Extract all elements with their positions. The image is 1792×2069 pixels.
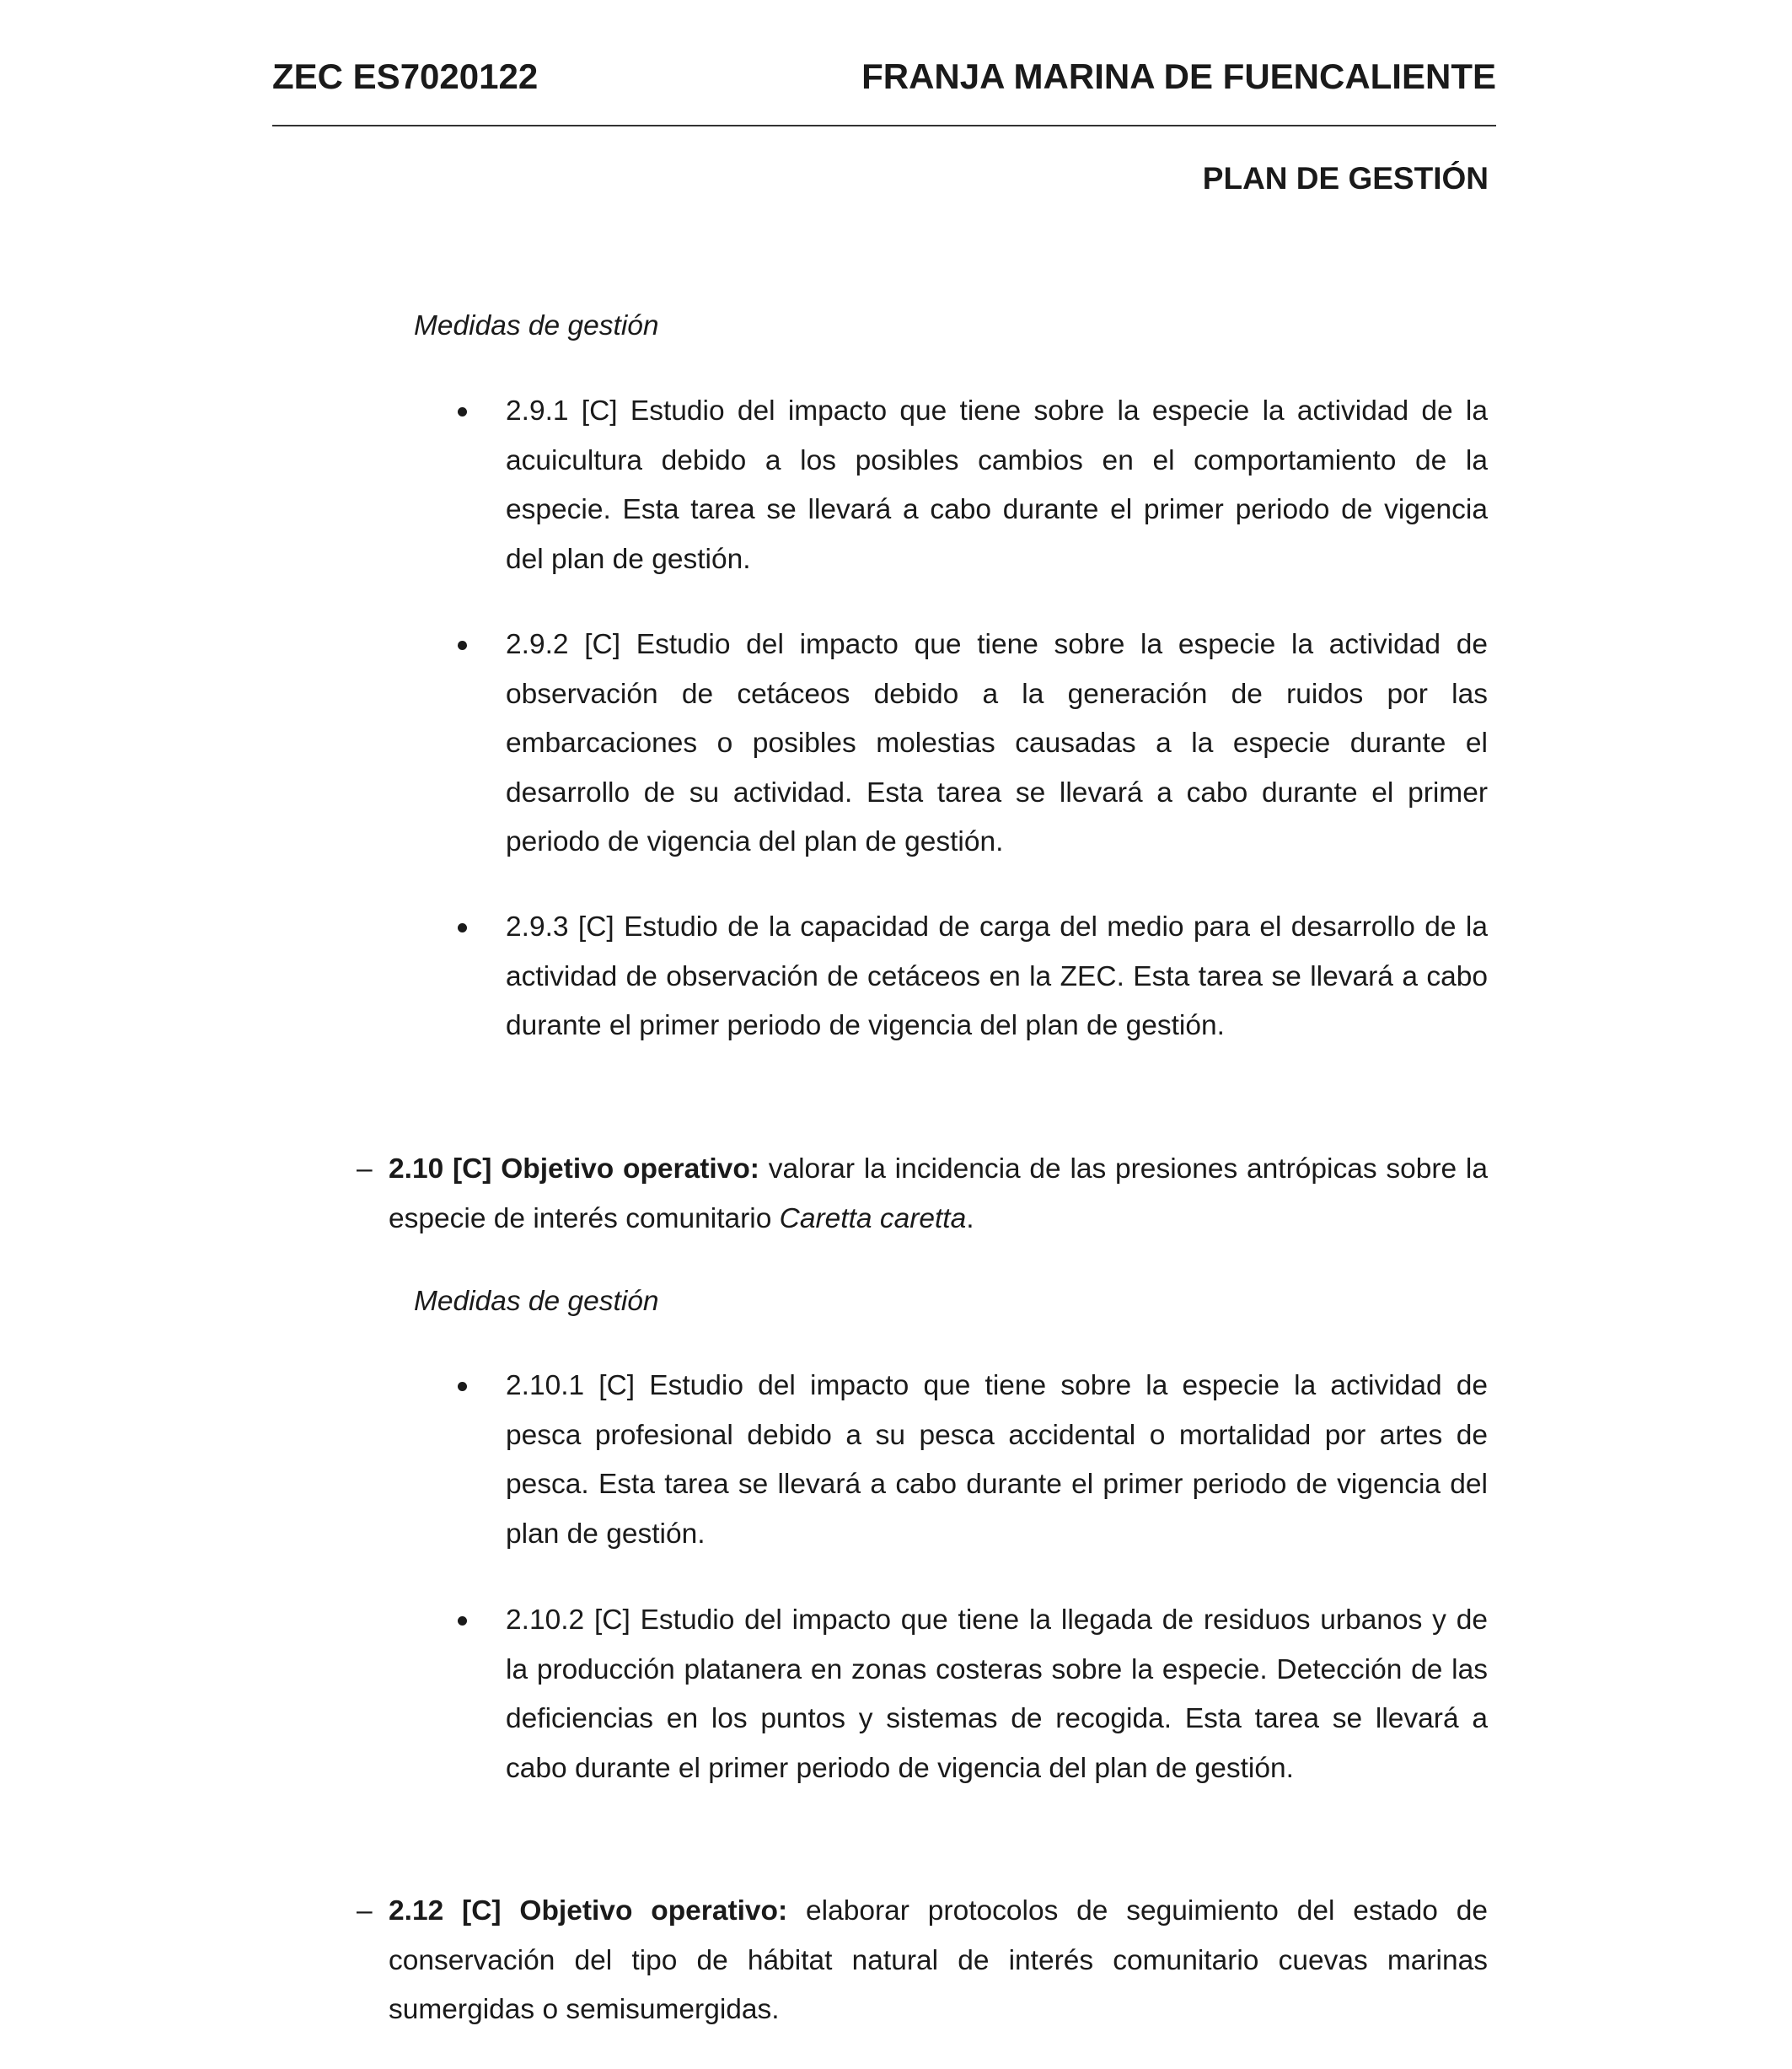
list-item: [506, 903, 1488, 1051]
list-item: [506, 387, 1488, 584]
species-name: Caretta caretta: [779, 1202, 967, 1234]
objective-end: .: [966, 1202, 974, 1234]
bullet-icon: [458, 1382, 467, 1391]
objective-label: 2.12 [C] Objetivo operativo:: [389, 1895, 788, 1927]
measure-text: 2.9.3 [C] Estudio de la capacidad de carga del medio para el desarrollo de la actividad de observación de cetáceos en la ZEC. Esta tarea se llevará a cabo durante el primer periodo de vigencia del plan de gestión.: [506, 911, 1488, 1041]
dash-icon: –: [357, 1895, 373, 1927]
list-item: [506, 1596, 1488, 1793]
list-item: [506, 1362, 1488, 1559]
bullet-icon: [458, 407, 467, 416]
dash-icon: –: [357, 1153, 373, 1185]
header-site-code: ZEC ES7020122: [272, 56, 539, 96]
objective-item: [357, 1887, 1488, 2035]
objective-text: elaborar protocolos de seguimiento del estado de conservación del tipo de hábitat natural de interés comunitario cuevas marinas sumergidas o semisumergidas.: [389, 1895, 1488, 2025]
bullet-icon: [458, 923, 467, 932]
objective-label: 2.10 [C] Objetivo operativo:: [389, 1153, 759, 1185]
bullet-icon: [458, 1616, 467, 1626]
header-site-name: FRANJA MARINA DE FUENCALIENTE: [861, 56, 1496, 96]
measure-text: 2.10.1 [C] Estudio del impacto que tiene sobre la especie la actividad de pesca profesional debido a su pesca accidental o mortalidad por artes de pesca. Esta tarea se llevará a cabo durante el primer periodo de vigencia del plan de gestión.: [506, 1370, 1488, 1550]
list-item: [506, 621, 1488, 868]
measure-text: 2.9.2 [C] Estudio del impacto que tiene sobre la especie la actividad de observación de cetáceos debido a la generación de ruidos por las embarcaciones o posibles molestias causadas a la especie durante el desarrollo de su actividad. Esta tarea se llevará a cabo durante el primer periodo de vigencia del plan de gestión.: [506, 629, 1488, 857]
bullet-icon: [458, 641, 467, 650]
measures-heading: Medidas de gestión: [414, 1286, 659, 1317]
measure-text: 2.10.2 [C] Estudio del impacto que tiene la llegada de residuos urbanos y de la producción platanera en zonas costeras sobre la especie. Detección de las deficiencias en los puntos y sistemas de recogida. Esta tarea se llevará a cabo durante el primer periodo de vigencia del plan de gestión.: [506, 1604, 1488, 1784]
plan-title: PLAN DE GESTIÓN: [1202, 161, 1489, 196]
measure-text: 2.9.1 [C] Estudio del impacto que tiene sobre la especie la actividad de la acuicultura debido a los posibles cambios en el comportamiento de la especie. Esta tarea se llevará a cabo durante el primer periodo de vigencia del plan de gestión.: [506, 395, 1488, 575]
header-divider: [272, 125, 1496, 126]
objective-text: valorar la incidencia de las presiones antrópicas sobre la especie de interés comunitario: [389, 1153, 1488, 1234]
objective-item: [357, 1145, 1488, 1244]
page-header: [272, 56, 1496, 96]
measures-heading: Medidas de gestión: [414, 310, 659, 341]
